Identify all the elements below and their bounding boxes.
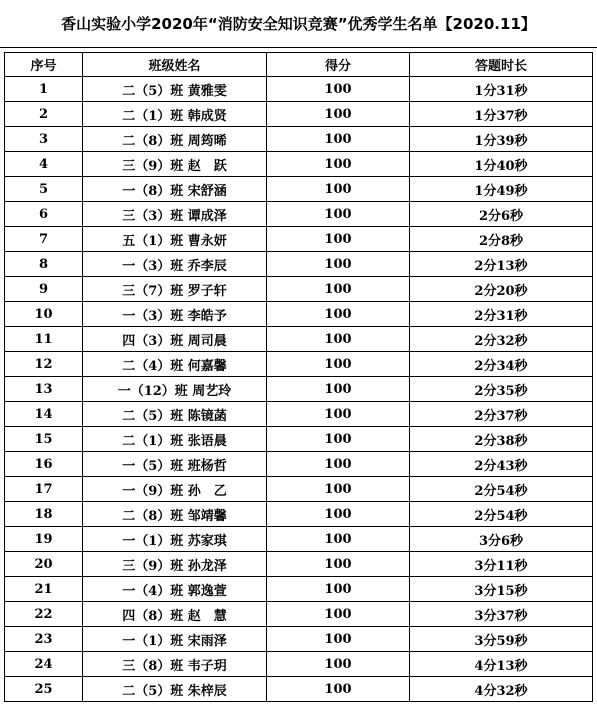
row-seq-cell[interactable]: 11 [5, 327, 83, 352]
row-time-cell[interactable]: 2分6秒 [410, 202, 593, 227]
row-seq-cell[interactable]: 8 [5, 252, 83, 277]
table-row [5, 127, 593, 152]
row-time-cell[interactable]: 2分31秒 [410, 302, 593, 327]
row-time-cell[interactable]: 1分31秒 [410, 77, 593, 102]
results-table [4, 52, 593, 702]
row-name-cell[interactable]: 三（9）班 赵 跃 [83, 152, 267, 177]
table-body [5, 77, 593, 702]
row-score-cell[interactable]: 100 [267, 277, 410, 302]
row-name-cell[interactable]: 二（8）班 邹靖馨 [83, 502, 267, 527]
row-time-cell[interactable]: 2分38秒 [410, 427, 593, 452]
table-row [5, 227, 593, 252]
header-seq[interactable]: 序号 [5, 53, 83, 77]
row-time-cell[interactable]: 2分35秒 [410, 377, 593, 402]
row-time-cell[interactable]: 2分13秒 [410, 252, 593, 277]
row-score-cell[interactable]: 100 [267, 102, 410, 127]
row-time-cell[interactable]: 1分39秒 [410, 127, 593, 152]
row-time-cell[interactable]: 3分6秒 [410, 527, 593, 552]
row-seq-cell[interactable]: 17 [5, 477, 83, 502]
row-score-cell[interactable]: 100 [267, 452, 410, 477]
table-row [5, 427, 593, 452]
row-time-cell[interactable]: 4分13秒 [410, 652, 593, 677]
row-score-cell[interactable]: 100 [267, 627, 410, 652]
table-row [5, 102, 593, 127]
row-time-cell[interactable]: 2分54秒 [410, 502, 593, 527]
table-row [5, 677, 593, 702]
row-score-cell[interactable]: 100 [267, 502, 410, 527]
row-name-cell[interactable]: 二（1）班 韩成贤 [83, 102, 267, 127]
table-row [5, 352, 593, 377]
row-name-cell[interactable]: 一（5）班 班杨哲 [83, 452, 267, 477]
header-time[interactable]: 答题时长 [410, 53, 593, 77]
row-time-cell[interactable]: 3分15秒 [410, 577, 593, 602]
row-score-cell[interactable]: 100 [267, 477, 410, 502]
row-name-cell[interactable]: 一（3）班 李皓予 [83, 302, 267, 327]
row-name-cell[interactable]: 三（8）班 韦子玥 [83, 652, 267, 677]
row-seq-cell[interactable]: 9 [5, 277, 83, 302]
row-time-cell[interactable]: 2分20秒 [410, 277, 593, 302]
table-row [5, 527, 593, 552]
row-seq-cell[interactable]: 22 [5, 602, 83, 627]
table-row [5, 627, 593, 652]
table-row [5, 577, 593, 602]
row-name-cell[interactable]: 四（8）班 赵 慧 [83, 602, 267, 627]
row-score-cell[interactable]: 100 [267, 352, 410, 377]
row-name-cell[interactable]: 四（3）班 周司晨 [83, 327, 267, 352]
row-score-cell[interactable]: 100 [267, 427, 410, 452]
row-name-cell[interactable]: 一（9）班 孙 乙 [83, 477, 267, 502]
row-seq-cell[interactable]: 14 [5, 402, 83, 427]
row-score-cell[interactable]: 100 [267, 202, 410, 227]
row-time-cell[interactable]: 2分54秒 [410, 477, 593, 502]
row-time-cell[interactable]: 4分32秒 [410, 677, 593, 702]
table-row [5, 152, 593, 177]
row-seq-cell[interactable]: 12 [5, 352, 83, 377]
row-time-cell[interactable]: 2分8秒 [410, 227, 593, 252]
row-seq-cell[interactable]: 16 [5, 452, 83, 477]
row-seq-cell[interactable]: 7 [5, 227, 83, 252]
row-seq-cell[interactable]: 23 [5, 627, 83, 652]
row-score-cell[interactable]: 100 [267, 652, 410, 677]
row-score-cell[interactable]: 100 [267, 77, 410, 102]
row-seq-cell[interactable]: 20 [5, 552, 83, 577]
row-name-cell[interactable]: 二（1）班 张语晨 [83, 427, 267, 452]
row-seq-cell[interactable]: 10 [5, 302, 83, 327]
table-row [5, 77, 593, 102]
row-score-cell[interactable]: 100 [267, 602, 410, 627]
row-name-cell[interactable]: 二（4）班 何嘉馨 [83, 352, 267, 377]
table-row [5, 177, 593, 202]
row-score-cell[interactable]: 100 [267, 577, 410, 602]
table-row [5, 202, 593, 227]
row-score-cell[interactable]: 100 [267, 302, 410, 327]
row-score-cell[interactable]: 100 [267, 227, 410, 252]
row-score-cell[interactable]: 100 [267, 402, 410, 427]
row-score-cell[interactable]: 100 [267, 527, 410, 552]
row-seq-cell[interactable]: 25 [5, 677, 83, 702]
table-row [5, 252, 593, 277]
row-seq-cell[interactable]: 2 [5, 102, 83, 127]
row-seq-cell[interactable]: 5 [5, 177, 83, 202]
row-seq-cell[interactable]: 24 [5, 652, 83, 677]
header-name[interactable]: 班级姓名 [83, 53, 267, 77]
row-score-cell[interactable]: 100 [267, 377, 410, 402]
row-seq-cell[interactable]: 4 [5, 152, 83, 177]
table-row [5, 402, 593, 427]
row-time-cell[interactable]: 2分37秒 [410, 402, 593, 427]
row-name-cell[interactable]: 三（3）班 谭成泽 [83, 202, 267, 227]
table-row [5, 452, 593, 477]
row-time-cell[interactable]: 1分49秒 [410, 177, 593, 202]
row-seq-cell[interactable]: 13 [5, 377, 83, 402]
row-time-cell[interactable]: 1分37秒 [410, 102, 593, 127]
row-name-cell[interactable]: 五（1）班 曹永妍 [83, 227, 267, 252]
row-seq-cell[interactable]: 15 [5, 427, 83, 452]
table-header-row [5, 53, 593, 77]
row-time-cell[interactable]: 3分11秒 [410, 552, 593, 577]
row-time-cell[interactable]: 1分40秒 [410, 152, 593, 177]
table-row [5, 277, 593, 302]
row-time-cell[interactable]: 2分34秒 [410, 352, 593, 377]
row-name-cell[interactable]: 一（12）班 周艺玲 [83, 377, 267, 402]
row-name-cell[interactable]: 三（7）班 罗子轩 [83, 277, 267, 302]
row-name-cell[interactable]: 一（8）班 宋舒涵 [83, 177, 267, 202]
row-seq-cell[interactable]: 6 [5, 202, 83, 227]
row-seq-cell[interactable]: 3 [5, 127, 83, 152]
row-score-cell[interactable]: 100 [267, 327, 410, 352]
row-seq-cell[interactable]: 18 [5, 502, 83, 527]
row-seq-cell[interactable]: 1 [5, 77, 83, 102]
row-time-cell[interactable]: 2分43秒 [410, 452, 593, 477]
row-name-cell[interactable]: 一（1）班 宋雨泽 [83, 627, 267, 652]
row-name-cell[interactable]: 一（4）班 郭逸萱 [83, 577, 267, 602]
table-row [5, 652, 593, 677]
table-row [5, 327, 593, 352]
table-row [5, 377, 593, 402]
row-time-cell[interactable]: 3分37秒 [410, 602, 593, 627]
row-name-cell[interactable]: 二（5）班 朱梓辰 [83, 677, 267, 702]
header-score[interactable]: 得分 [267, 53, 410, 77]
row-time-cell[interactable]: 3分59秒 [410, 627, 593, 652]
row-score-cell[interactable]: 100 [267, 677, 410, 702]
row-name-cell[interactable]: 二（5）班 陈镜菡 [83, 402, 267, 427]
row-score-cell[interactable]: 100 [267, 552, 410, 577]
table-row [5, 502, 593, 527]
row-score-cell[interactable]: 100 [267, 152, 410, 177]
row-name-cell[interactable]: 一（1）班 苏家琪 [83, 527, 267, 552]
table-row [5, 602, 593, 627]
row-score-cell[interactable]: 100 [267, 127, 410, 152]
row-name-cell[interactable]: 三（9）班 孙龙泽 [83, 552, 267, 577]
row-seq-cell[interactable]: 21 [5, 577, 83, 602]
row-score-cell[interactable]: 100 [267, 177, 410, 202]
row-time-cell[interactable]: 2分32秒 [410, 327, 593, 352]
row-seq-cell[interactable]: 19 [5, 527, 83, 552]
row-name-cell[interactable]: 二（8）班 周筠晞 [83, 127, 267, 152]
table-row [5, 552, 593, 577]
table-row [5, 477, 593, 502]
row-score-cell[interactable]: 100 [267, 252, 410, 277]
row-name-cell[interactable]: 二（5）班 黄雅雯 [83, 77, 267, 102]
page-title: 香山实验小学2020年“消防安全知识竞赛”优秀学生名单【2020.11】 [0, 0, 597, 48]
table-row [5, 302, 593, 327]
row-name-cell[interactable]: 一（3）班 乔李辰 [83, 252, 267, 277]
